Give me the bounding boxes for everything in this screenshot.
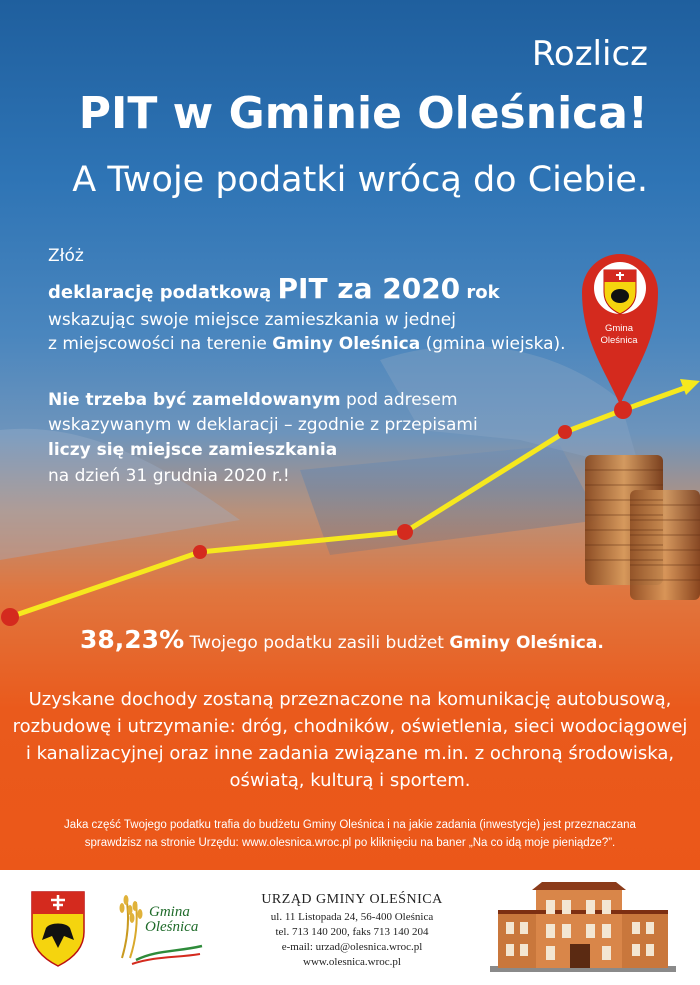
map-pin-icon	[580, 230, 660, 410]
percent-value: 38,23%	[80, 625, 185, 654]
purpose-line4: oświatą, kulturą i sportem.	[229, 770, 471, 791]
intro-bold-a: deklarację podatkową	[48, 282, 278, 303]
pin-label	[588, 323, 650, 347]
intro-line2	[48, 272, 500, 305]
intro-line4-a: z miejscowości na terenie	[48, 334, 273, 354]
percent-gmina: Gminy Oleśnica.	[449, 633, 604, 653]
intro-line6: wskazywanym w deklaracji – zgodnie z przepisami	[48, 415, 478, 435]
headline-subtitle: A Twoje podatki wrócą do Ciebie.	[72, 160, 648, 200]
pin-label-line2: Oleśnica	[600, 335, 638, 346]
intro-line4-b: Gminy Oleśnica	[272, 334, 421, 354]
intro-line5-b: pod adresem	[340, 390, 458, 410]
intro-bold-c: rok	[460, 282, 500, 303]
purpose-line1: Uzyskane dochody zostaną przeznaczone na komunikację autobusową,	[28, 689, 672, 710]
arrow-point	[1, 608, 19, 626]
intro-line8: na dzień 31 grudnia 2020 r.!	[48, 466, 290, 486]
coat-of-arms-icon	[28, 888, 88, 968]
logo-text-line2: Oleśnica	[145, 919, 199, 935]
percent-line	[80, 625, 604, 654]
intro-line1: Złóż	[48, 246, 84, 266]
office-email: e-mail: urzad@olesnica.wroc.pl	[281, 941, 423, 953]
intro-line5-a: Nie trzeba być zameldowanym	[48, 390, 341, 410]
info-note	[0, 816, 700, 852]
office-phone: tel. 713 140 200, faks 713 140 204	[275, 926, 429, 938]
intro-line4-c: (gmina wiejska).	[420, 334, 566, 354]
intro-line4	[48, 334, 566, 354]
headline-rozlicz: Rozlicz	[531, 34, 648, 74]
purpose-line3: i kanalizacyjnej oraz inne zadania związane m.in. z ochroną środowiska,	[25, 743, 675, 764]
intro-pit-year: PIT za 2020	[277, 272, 461, 305]
office-website: www.olesnica.wroc.pl	[303, 956, 401, 968]
intro-line3: wskazując swoje miejsce zamieszkania w jednej	[48, 310, 456, 330]
arrow-point	[193, 545, 207, 559]
note-line1: Jaka część Twojego podatku trafia do budżetu Gminy Oleśnica i na jakie zadania (inwestycje) jest przeznaczana	[64, 819, 636, 831]
arrow-point	[397, 524, 413, 540]
office-address: ul. 11 Listopada 24, 56-400 Oleśnica	[270, 911, 434, 923]
headline-title: PIT w Gminie Oleśnica!	[78, 88, 648, 139]
office-title: URZĄD GMINY OLEŚNICA	[261, 892, 443, 907]
building-icon	[488, 882, 678, 974]
intro-line7: liczy się miejsce zamieszkania	[48, 440, 338, 460]
intro-line5	[48, 390, 458, 410]
office-contact	[232, 892, 472, 970]
gmina-logo-text	[145, 905, 198, 935]
logo-text-line1: Gmina	[149, 904, 190, 920]
note-line2: sprawdzisz na stronie Urzędu: www.olesnica.wroc.pl po kliknięciu na baner „Na co idą moje pieniądze?”.	[84, 837, 616, 849]
purpose-paragraph	[0, 686, 700, 794]
purpose-line2: rozbudowę i utrzymanie: dróg, chodników, oświetlenia, sieci wodociągowej	[12, 716, 688, 737]
pin-label-line1: Gmina	[605, 323, 633, 334]
arrow-point	[558, 425, 572, 439]
percent-text: Twojego podatku zasili budżet	[184, 633, 450, 653]
